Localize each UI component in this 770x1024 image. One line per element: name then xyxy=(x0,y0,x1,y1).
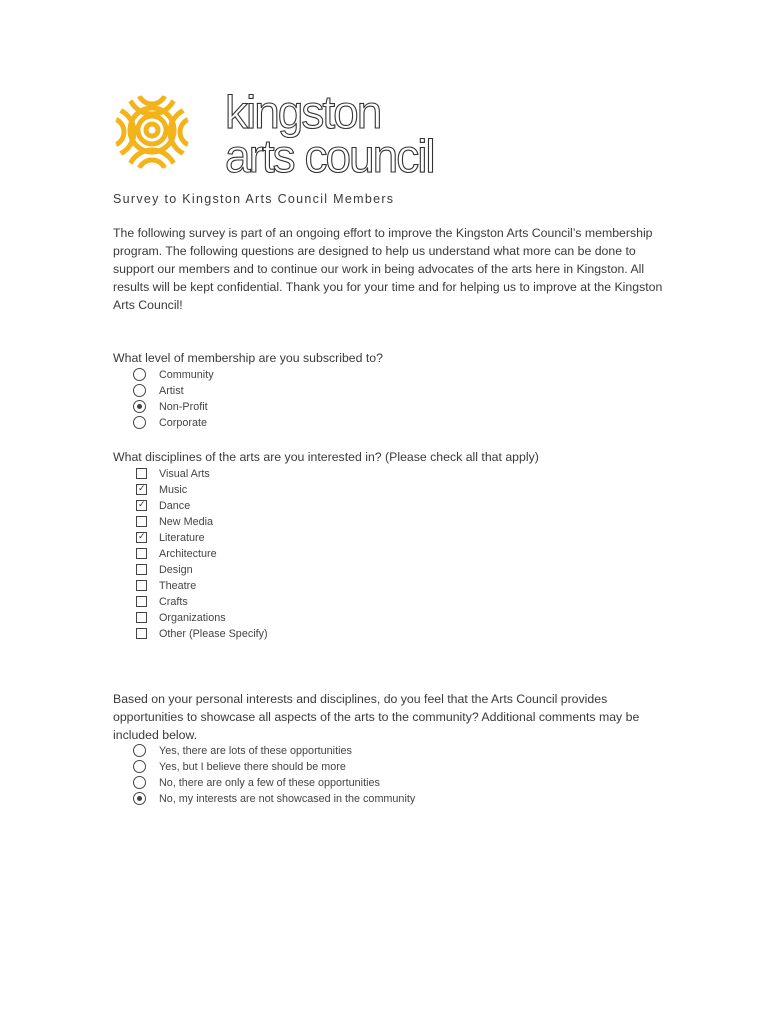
radio-button[interactable] xyxy=(133,416,146,429)
option-label: Literature xyxy=(159,532,205,544)
sun-logo-icon xyxy=(112,92,192,172)
checkbox[interactable] xyxy=(136,516,147,527)
logo-line-1: kingston xyxy=(225,88,381,138)
option-label: No, there are only a few of these opportunities xyxy=(159,777,380,789)
checkbox[interactable] xyxy=(136,548,147,559)
radio-button[interactable] xyxy=(133,792,146,805)
option-label: Organizations xyxy=(159,612,226,624)
option-label: Crafts xyxy=(159,596,188,608)
option-label: Yes, but I believe there should be more xyxy=(159,761,346,773)
checkbox[interactable] xyxy=(136,564,147,575)
logo-wordmark xyxy=(225,88,470,178)
option-label: Design xyxy=(159,564,193,576)
option-label: Non-Profit xyxy=(159,401,208,413)
checkbox[interactable]: ✓ xyxy=(138,483,146,493)
checkbox[interactable] xyxy=(136,580,147,591)
logo-line-2: arts council xyxy=(225,130,434,178)
option-label: Artist xyxy=(159,385,184,397)
option-label: Theatre xyxy=(159,580,197,592)
option-label: New Media xyxy=(159,516,214,528)
radio-button[interactable] xyxy=(133,384,146,397)
option-label: Architecture xyxy=(159,548,217,560)
option-label: Dance xyxy=(159,500,191,512)
option-label: No, my interests are not showcased in the community xyxy=(159,793,416,805)
checkbox[interactable] xyxy=(136,612,147,623)
option-label: Yes, there are lots of these opportunities xyxy=(159,745,352,757)
option-label: Visual Arts xyxy=(159,468,210,480)
intro-paragraph: The following survey is part of an ongoing effort to improve the Kingston Arts Council’s membership program. The following questions are designed to help us understand what more can be done to support our members and to continue our work in being advocates of the arts here in Kingston. All results will be kept confidential. Thank you for your time and for helping us to improve at the Kingston Arts Council! xyxy=(113,226,663,312)
question-disciplines: What disciplines of the arts are you interested in? (Please check all that apply) xyxy=(113,450,539,464)
survey-title: Survey to Kingston Arts Council Members xyxy=(113,192,395,206)
kingston-arts-council-logo xyxy=(112,88,472,178)
radio-button[interactable] xyxy=(133,776,146,789)
checkbox[interactable] xyxy=(136,628,147,639)
checkbox[interactable]: ✓ xyxy=(138,531,146,541)
option-label: Community xyxy=(159,369,214,381)
radio-button[interactable] xyxy=(133,760,146,773)
question-membership-level: What level of membership are you subscribed to? xyxy=(113,351,383,365)
checkbox[interactable]: ✓ xyxy=(138,499,146,509)
radio-button[interactable] xyxy=(133,400,146,413)
radio-button[interactable] xyxy=(133,744,146,757)
question-showcase: Based on your personal interests and disciplines, do you feel that the Arts Council provides opportunities to showcase all aspects of the arts to the community? Additional comments may be included below. xyxy=(113,692,640,742)
option-label: Other (Please Specify) xyxy=(159,628,268,640)
checkbox[interactable] xyxy=(136,596,147,607)
option-label: Corporate xyxy=(159,417,208,429)
radio-button[interactable] xyxy=(133,368,146,381)
option-label: Music xyxy=(159,484,188,496)
checkbox[interactable] xyxy=(136,468,147,479)
